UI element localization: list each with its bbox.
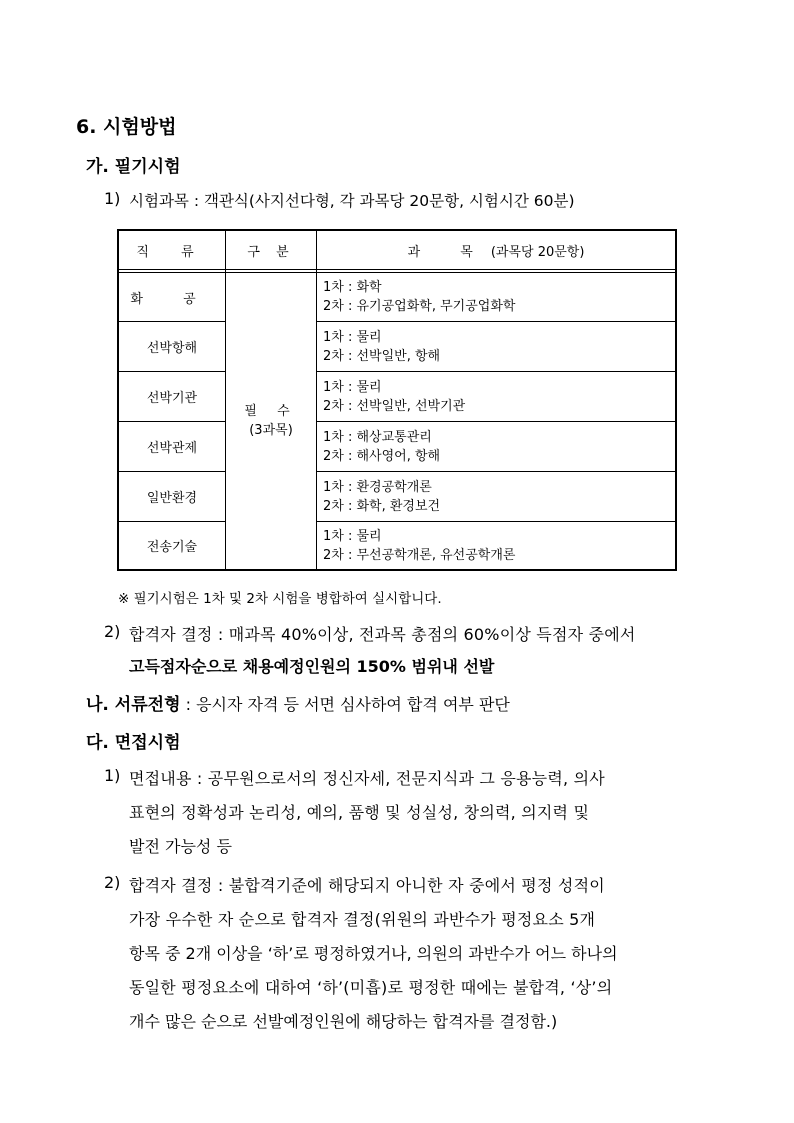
table-row-subjects (317, 422, 675, 471)
table-row-job: 선박기관 (146, 391, 198, 406)
subject-line: 2차 : 선박일반, 선박기관 (323, 398, 466, 414)
table-row-job: 화 공 (130, 291, 214, 307)
table-row-job: 선박항해 (146, 341, 198, 356)
interview-item2-line1: 합격자 결정 : 불합격기준에 해당되지 아니한 자 중에서 평정 성적이 (129, 876, 605, 895)
subject-line: 2차 : 무선공학개론, 유선공학개론 (323, 547, 516, 563)
header-subject-note: (과목당 20문항) (490, 244, 585, 260)
subject-line: 1차 : 물리 (323, 379, 382, 395)
document-screening-block (86, 690, 510, 715)
division-merged-cell (226, 273, 316, 569)
table-row-subjects (317, 322, 675, 371)
interview-item2-line3: 항목 중 2개 이상을 ‘하’로 평정하였거나, 의원의 과반수가 어느 하나의 (129, 944, 618, 963)
subject-line: 1차 : 물리 (323, 329, 382, 345)
header-division: 구 분 (247, 244, 295, 260)
interview-item2-line2: 가장 우수한 자 순으로 합격자 결정(위원의 과반수가 평정요소 5개 (129, 910, 596, 929)
header-subject-wrap (317, 231, 675, 269)
interview-item1-line2: 표현의 정확성과 논리성, 예의, 품행 및 성실성, 창의력, 의지력 및 (129, 803, 590, 822)
subject-line: 1차 : 화학 (323, 280, 382, 295)
table-note: ※ 필기시험은 1차 및 2차 시험을 병합하여 실시합니다. (118, 591, 442, 607)
table-row-subjects (317, 372, 675, 421)
subject-line: 2차 : 유기공업화학, 무기공업화학 (323, 299, 516, 314)
subject-table (117, 229, 677, 571)
interview-item2-number: 2) (104, 873, 121, 892)
table-row-job: 일반환경 (146, 491, 198, 506)
table-row-subjects (317, 472, 675, 521)
section-title: 6. 시험방법 (76, 116, 177, 138)
table-row-subjects (317, 273, 675, 321)
written-item2-line1: 합격자 결정 : 매과목 40%이상, 전과목 총점의 60%이상 득점자 중에서 (129, 625, 636, 644)
written-item1-number: 1) (104, 189, 121, 208)
subject-line: 2차 : 해사영어, 항해 (323, 448, 441, 464)
interview-item1-line3: 발전 가능성 등 (129, 837, 232, 856)
document-screening-text: : 응시자 자격 등 서면 심사하여 합격 여부 판단 (185, 695, 510, 714)
subject-line: 1차 : 물리 (323, 528, 382, 544)
subject-line: 2차 : 화학, 환경보건 (323, 498, 441, 514)
interview-heading: 다. 면접시험 (86, 733, 181, 753)
written-exam-heading: 가. 필기시험 (86, 157, 181, 177)
table-row-subjects (317, 522, 675, 569)
written-item2-line2: 고득점자순으로 채용예정인원의 150% 범위내 선발 (129, 657, 495, 676)
written-item1-text: 시험과목 : 객관식(사지선다형, 각 과목당 20문항, 시험시간 60분) (129, 192, 575, 210)
header-subject: 과 목 (407, 244, 491, 260)
subject-line: 2차 : 선박일반, 항해 (323, 348, 441, 364)
document-screening-heading: 나. 서류전형 (86, 695, 181, 715)
interview-item2-line5: 개수 많은 순으로 선발예정인원에 해당하는 합격자를 결정함.) (129, 1012, 558, 1031)
subject-line: 1차 : 환경공학개론 (323, 479, 432, 495)
table-row-job: 선박관제 (146, 441, 198, 456)
written-item2-number: 2) (104, 622, 121, 641)
subject-line: 1차 : 해상교통관리 (323, 429, 432, 445)
interview-item1-number: 1) (104, 766, 121, 785)
table-row-job: 전송기술 (146, 540, 198, 555)
header-job: 직 류 (136, 244, 208, 260)
interview-item1-line1: 면접내용 : 공무원으로서의 정신자세, 전문지식과 그 응용능력, 의사 (129, 769, 605, 788)
division-value: 필 수 (244, 404, 298, 419)
interview-item2-line4: 동일한 평정요소에 대하여 ‘하’(미흡)로 평정한 때에는 불합격, ‘상’의 (129, 978, 613, 997)
division-count: (3과목) (249, 423, 293, 438)
